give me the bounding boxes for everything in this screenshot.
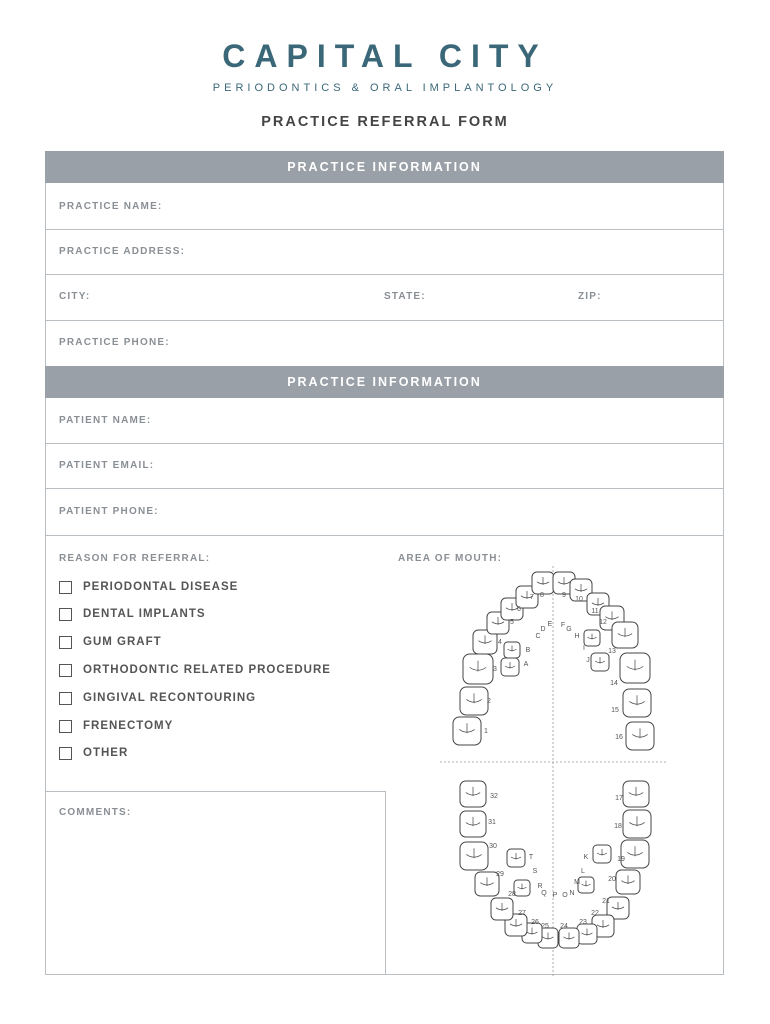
tooth-30[interactable] xyxy=(460,842,488,870)
option-label: GINGIVAL RECONTOURING xyxy=(83,692,257,704)
tooth-label-M: M xyxy=(574,879,580,886)
practice-address-field[interactable] xyxy=(45,230,724,275)
state-label: STATE: xyxy=(384,291,426,302)
checkbox[interactable] xyxy=(59,636,72,649)
tooth-label-T: T xyxy=(528,854,534,861)
tooth-label-9: 9 xyxy=(562,592,566,599)
tooth-label-20: 20 xyxy=(608,876,616,883)
tooth-B-crown[interactable] xyxy=(504,642,520,658)
option-label: PERIODONTAL DISEASE xyxy=(83,581,239,593)
practice-phone-label: PRACTICE PHONE: xyxy=(59,337,170,348)
tooth-label-P: P xyxy=(552,892,558,899)
tooth-label-32: 32 xyxy=(490,793,498,800)
tooth-label-G: G xyxy=(566,626,572,633)
tooth-label-C: C xyxy=(535,633,541,640)
checkbox[interactable] xyxy=(59,720,72,733)
tooth-label-12: 12 xyxy=(599,619,607,626)
tooth-28[interactable] xyxy=(491,898,513,920)
tooth-32[interactable] xyxy=(460,781,486,807)
area-of-mouth-label: AREA OF MOUTH: xyxy=(398,553,503,564)
checkbox[interactable] xyxy=(59,581,72,594)
tooth-label-A: A xyxy=(523,661,529,668)
tooth-label-O: O xyxy=(562,892,568,899)
tooth-label-21: 21 xyxy=(602,898,610,905)
tooth-label-1: 1 xyxy=(484,728,488,735)
reason-for-referral-label: REASON FOR REFERRAL: xyxy=(59,553,211,564)
tooth-14[interactable] xyxy=(620,653,650,683)
checkbox[interactable] xyxy=(59,692,72,705)
tooth-label-5: 5 xyxy=(510,619,514,626)
tooth-label-10: 10 xyxy=(575,596,583,603)
option-label: ORTHODONTIC RELATED PROCEDURE xyxy=(83,664,331,676)
tooth-label-31: 31 xyxy=(488,819,496,826)
option-label: OTHER xyxy=(83,747,129,759)
tooth-label-K: K xyxy=(583,854,589,861)
tooth-label-22: 22 xyxy=(591,910,599,917)
option-label: FRENECTOMY xyxy=(83,720,174,732)
tooth-label-E: E xyxy=(547,621,553,628)
tooth-15[interactable] xyxy=(623,689,651,717)
tooth-label-14: 14 xyxy=(610,680,618,687)
tooth-label-S: S xyxy=(532,868,538,875)
tooth-31[interactable] xyxy=(460,811,486,837)
tooth-label-Q: Q xyxy=(541,890,547,897)
tooth-2[interactable] xyxy=(460,687,488,715)
tooth-1[interactable] xyxy=(453,717,481,745)
tooth-13[interactable] xyxy=(612,622,638,648)
patient-section-heading: PRACTICE INFORMATION xyxy=(45,366,724,398)
tooth-chart xyxy=(440,566,670,976)
tooth-16[interactable] xyxy=(626,722,654,750)
practice-phone-field[interactable] xyxy=(45,321,724,366)
tooth-label-D: D xyxy=(540,626,546,633)
patient-email-field[interactable] xyxy=(45,444,724,489)
option-label: GUM GRAFT xyxy=(83,636,162,648)
tooth-8[interactable] xyxy=(532,572,554,594)
comments-label: COMMENTS: xyxy=(59,807,132,818)
logo-subtitle: PERIODONTICS & ORAL IMPLANTOLOGY xyxy=(212,82,558,94)
patient-email-label: PATIENT EMAIL: xyxy=(59,460,155,471)
checkbox[interactable] xyxy=(59,747,72,760)
patient-phone-label: PATIENT PHONE: xyxy=(59,506,159,517)
checkbox[interactable] xyxy=(59,664,72,677)
tooth-label-23: 23 xyxy=(579,919,587,926)
zip-label: ZIP: xyxy=(578,291,602,302)
tooth-label-27: 27 xyxy=(518,910,526,917)
tooth-label-26: 26 xyxy=(531,919,539,926)
tooth-17[interactable] xyxy=(623,781,649,807)
tooth-label-11: 11 xyxy=(591,608,599,615)
tooth-label-19: 19 xyxy=(617,856,625,863)
tooth-A-crown[interactable] xyxy=(501,658,519,676)
tooth-label-L: L xyxy=(581,868,585,875)
tooth-label-30: 30 xyxy=(489,843,497,850)
practice-name-label: PRACTICE NAME: xyxy=(59,201,163,212)
tooth-label-6: 6 xyxy=(517,606,521,613)
tooth-R-crown[interactable] xyxy=(514,880,530,896)
tooth-label-N: N xyxy=(569,890,575,897)
tooth-K-crown[interactable] xyxy=(593,845,611,863)
tooth-label-17: 17 xyxy=(615,795,623,802)
practice-section-heading: PRACTICE INFORMATION xyxy=(45,151,724,183)
tooth-3[interactable] xyxy=(463,654,493,684)
patient-name-label: PATIENT NAME: xyxy=(59,415,152,426)
tooth-J-crown[interactable] xyxy=(591,653,609,671)
tooth-label-25: 25 xyxy=(541,923,549,930)
tooth-label-16: 16 xyxy=(615,734,623,741)
patient-phone-field[interactable] xyxy=(45,489,724,536)
tooth-label-2: 2 xyxy=(487,698,491,705)
tooth-label-7: 7 xyxy=(530,594,534,601)
practice-name-field[interactable] xyxy=(45,183,724,230)
form-title: PRACTICE REFERRAL FORM xyxy=(261,114,509,130)
tooth-label-18: 18 xyxy=(614,823,622,830)
tooth-label-24: 24 xyxy=(560,923,568,930)
tooth-label-B: B xyxy=(525,647,531,654)
tooth-label-F: F xyxy=(560,622,566,629)
tooth-23[interactable] xyxy=(577,924,597,944)
tooth-label-4: 4 xyxy=(498,639,502,646)
logo-title: CAPITAL CITY xyxy=(222,38,548,74)
city-state-zip-row xyxy=(45,275,724,321)
tooth-T-crown[interactable] xyxy=(507,849,525,867)
tooth-label-3: 3 xyxy=(493,666,497,673)
tooth-label-13: 13 xyxy=(608,648,616,655)
tooth-20[interactable] xyxy=(616,870,640,894)
tooth-label-I: I xyxy=(583,645,585,652)
tooth-label-8: 8 xyxy=(540,592,544,599)
city-label: CITY: xyxy=(59,291,91,302)
practice-address-label: PRACTICE ADDRESS: xyxy=(59,246,186,257)
tooth-I-crown[interactable] xyxy=(584,630,600,646)
tooth-M-crown[interactable] xyxy=(578,877,594,893)
patient-name-field[interactable] xyxy=(45,398,724,444)
tooth-24[interactable] xyxy=(559,928,579,948)
tooth-label-15: 15 xyxy=(611,707,619,714)
tooth-18[interactable] xyxy=(623,810,651,838)
option-label: DENTAL IMPLANTS xyxy=(83,608,206,620)
comments-field[interactable] xyxy=(45,791,386,975)
tooth-label-R: R xyxy=(537,883,543,890)
tooth-label-H: H xyxy=(574,633,580,640)
tooth-label-28: 28 xyxy=(508,891,516,898)
tooth-19[interactable] xyxy=(621,840,649,868)
checkbox[interactable] xyxy=(59,608,72,621)
tooth-label-J: J xyxy=(586,657,590,664)
tooth-label-29: 29 xyxy=(496,871,504,878)
